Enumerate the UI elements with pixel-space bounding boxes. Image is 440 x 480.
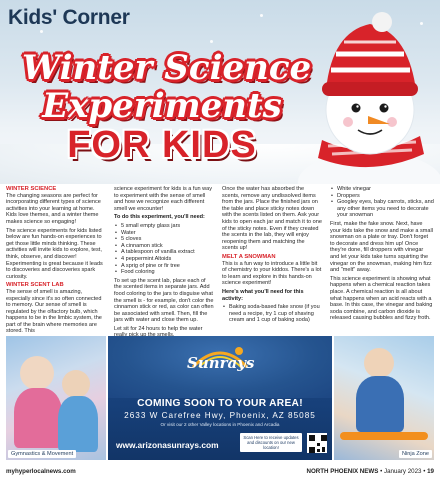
- article-column-2: [114, 186, 214, 341]
- list-item: • Baking soda-based fake snow (if you need a recipe, try 1 cup of shaving cream and 1 cup of baking soda): [222, 304, 322, 324]
- footer-website[interactable]: myhyperlocalnews.com: [6, 468, 76, 475]
- scan-callout: Scan Here to receive updates and discounts on our new location!: [240, 433, 302, 452]
- paragraph: First, make the fake snow. Next, have your kids take the snow and make a small snowman on a plate or tray. Don't forget to decorate and dress him up! Once they're done, fill droppers with vinegar and let your kids take turns squirting the vinegar on the snowman, making him fizz and "melt" away.: [330, 220, 433, 274]
- list-item: • White vinegar: [330, 186, 434, 193]
- list-item: • A tablespoon of vanilla extract: [114, 249, 214, 256]
- materials-list: [114, 223, 214, 276]
- snowflake: [40, 30, 43, 33]
- heading-winter-scent-lab: WINTER SCENT LAB: [6, 282, 64, 289]
- paragraph: This is a fun way to introduce a little bit of chemistry to your kiddos. There's a lot to learn and explore in this hands-on science experiment!: [222, 260, 322, 287]
- snowman-illustration: [292, 12, 440, 184]
- materials-list: [330, 186, 434, 219]
- paragraph: This science experiment is showing what happens when a chemical reaction takes place. A chemical reaction is all about what happens when an acid reacts with a base. In this case, the vinegar and baking soda combine, and carbon dioxide is released causing bubbles and fizzy froth.: [330, 275, 433, 322]
- footer-separator: •: [423, 468, 428, 475]
- paragraph: The sense of smell is amazing, especially since it's so often connected to memory. Our sense of smell is regulated by the olfactory bulb, which happens to be in the limbic system, the part of the brain where memories are stored. This: [6, 288, 102, 335]
- headline-line-2: Experiments: [42, 86, 282, 126]
- pompom-icon: [372, 12, 392, 32]
- list-item: • Googley eyes, baby carrots, sticks, and any other items you need to decorate your snowman: [330, 199, 434, 219]
- sunrays-advertisement[interactable]: [4, 336, 436, 462]
- paragraph: The science experiments for kids listed below are fun hands-on experiences to get those little minds thinking. These activities will invite kids to explore, test, think, observe, and discover! Experimenting is great because it leads to discoveries and discoveries spark curiosity.: [6, 227, 103, 280]
- ad-locations-note: Or visit our 2 other Valley locations in Phoenix and Arcadia: [160, 422, 280, 427]
- headline-line-1: Winter Science: [22, 48, 312, 88]
- ad-website-link[interactable]: www.arizonasunrays.com: [116, 440, 219, 450]
- snowman-eye-icon: [380, 104, 389, 113]
- list-item: • A cinnamon stick: [114, 243, 214, 250]
- heading-winter-science: WINTER SCIENCE: [6, 186, 57, 192]
- child-figure: [20, 356, 54, 390]
- paragraph: Let sit for 24 hours to help the water: [114, 325, 203, 332]
- subheading-materials: To do this experiment, you'll need:: [114, 214, 205, 221]
- paragraph: The changing seasons are perfect for incorporating different types of science activities into your learning at home. Kids love themes, and a winter theme makes science so engaging!: [6, 192, 101, 225]
- ninja-bar: [340, 432, 428, 440]
- photo-caption: Ninja Zone: [399, 450, 432, 458]
- heading-melt-a-snowman: MELT A SNOWMAN: [222, 253, 276, 260]
- paragraph: To set up the scent lab, place each of the scented items in separate jars. Add food coloring to the jars to disguise what the smell is - for example, don't color the cinnamon stick or red, as color can often be associated with smell. Then, fill the jars with water and close them up.: [114, 277, 214, 324]
- ninja-zone-photo: [334, 336, 434, 460]
- qr-code-icon[interactable]: [307, 433, 327, 453]
- snowflake: [210, 40, 213, 43]
- footer-date: January 2023: [383, 468, 422, 475]
- child-figure: [58, 396, 98, 452]
- page-footer: [0, 466, 440, 480]
- ad-address: 2633 W Carefree Hwy, Phoenix, AZ 85085: [124, 411, 316, 420]
- snowflake: [260, 14, 263, 17]
- coming-soon-heading: COMING SOON TO YOUR AREA!: [137, 398, 303, 409]
- hero-banner: [0, 0, 440, 184]
- article-column-4: [330, 186, 434, 324]
- list-item: • 5 small empty glass jars: [114, 223, 214, 230]
- child-figure: [62, 370, 90, 398]
- list-item: • 5 cloves: [114, 236, 214, 243]
- hat-icon: [326, 24, 416, 90]
- footer-publication-name: NORTH PHOENIX NEWS: [306, 468, 379, 475]
- list-item: • Water: [114, 230, 214, 237]
- paragraph: Once the water has absorbed the scents, remove any undissolved items from the jars. Place the finished jars on the table and place sticky notes down with the scents listed on them. Ask your kids to open each jar and match it to one of the sticky notes. Even if they created the scents in the lab, they will enjoy reopening them and matching the scents up!: [222, 186, 322, 252]
- article: [4, 186, 436, 338]
- paragraph: science experiment for kids is a fun way to experiment with the sense of smell and how we recognize each different smell we encounter!: [114, 186, 213, 212]
- child-figure: [356, 376, 404, 432]
- gymnastics-photo: [6, 336, 106, 460]
- list-item: • A sprig of pine or fir tree: [114, 263, 214, 270]
- footer-publication: [307, 468, 435, 475]
- list-item: • Droppers: [330, 193, 434, 200]
- materials-list: [222, 304, 322, 324]
- child-figure: [364, 348, 394, 378]
- subheading-materials: Here's what you'll need for this activity:: [222, 288, 304, 302]
- footer-separator: •: [380, 468, 384, 475]
- photo-caption: Gymnastics & Movement: [8, 450, 76, 458]
- section-title: Kids' Corner: [8, 6, 130, 29]
- child-figure: [14, 388, 62, 448]
- footer-page-number: 19: [427, 468, 434, 475]
- sunrays-logo-text: Sunrays: [187, 354, 255, 372]
- article-column-1: [6, 186, 106, 337]
- list-item: • 4 peppermint Altoids: [114, 256, 214, 263]
- ad-center-panel: [108, 336, 332, 460]
- headline-line-3: FOR KIDS: [67, 124, 257, 166]
- article-column-3: [222, 186, 322, 326]
- list-item: • Food coloring: [114, 269, 214, 276]
- snowman-eye-icon: [352, 104, 361, 113]
